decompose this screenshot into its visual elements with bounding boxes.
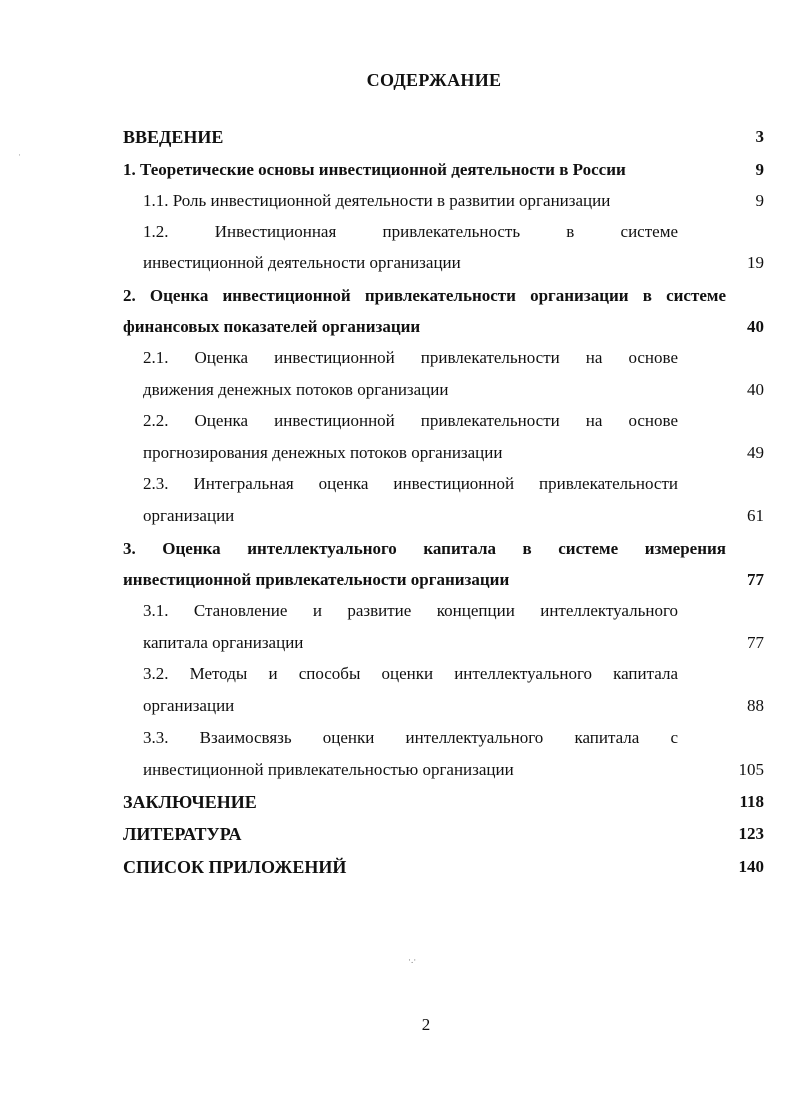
toc-entry-text-line-2: инвестиционной деятельности организации bbox=[143, 253, 461, 272]
toc-entry-text-line-2: организации bbox=[143, 506, 235, 525]
toc-entry-section-1-2-cont[interactable] bbox=[0, 247, 796, 279]
toc-entry-chapter-2[interactable] bbox=[0, 280, 796, 312]
toc-page-number: 123 bbox=[738, 824, 764, 843]
toc-entry-section-3-1[interactable] bbox=[0, 595, 796, 627]
toc-entry-text-line-2: прогнозирования денежных потоков организации bbox=[143, 443, 503, 462]
toc-entry-section-3-2[interactable] bbox=[0, 658, 796, 690]
toc-entry-section-2-1[interactable] bbox=[0, 342, 796, 374]
toc-entry-text-line-2: организации bbox=[143, 696, 235, 715]
toc-entry-text: 1. Теоретические основы инвестиционной деятельности в России bbox=[123, 160, 626, 179]
toc-page-number: 9 bbox=[755, 191, 764, 210]
toc-entry-text-line-2: инвестиционной привлекательности организации bbox=[123, 570, 510, 589]
toc-page-number: 40 bbox=[747, 317, 764, 336]
toc-entry-section-1-1[interactable] bbox=[0, 185, 796, 217]
toc-entry-conclusion[interactable] bbox=[0, 786, 796, 818]
toc-entry-text-line-1: 3.3. Взаимосвязь оценки интеллектуального капитала с bbox=[143, 728, 678, 747]
toc-entry-section-3-3-cont[interactable] bbox=[0, 754, 796, 786]
toc-page-number: 88 bbox=[747, 696, 764, 715]
toc-page-number: 140 bbox=[738, 857, 764, 876]
toc-entry-text: 1.1. Роль инвестиционной деятельности в развитии организации bbox=[143, 191, 611, 210]
toc-page-number: 77 bbox=[747, 570, 764, 589]
toc-page-number: 61 bbox=[747, 506, 764, 525]
toc-entry-section-3-3[interactable] bbox=[0, 722, 796, 754]
toc-entry-text-line-1: 2.3. Интегральная оценка инвестиционной привлекательности bbox=[143, 474, 678, 493]
toc-entry-text: ЛИТЕРАТУРА bbox=[123, 824, 242, 844]
toc-entry-section-3-1-cont[interactable] bbox=[0, 627, 796, 659]
toc-entry-text-line-1: 3.2. Методы и способы оценки интеллектуального капитала bbox=[143, 664, 678, 683]
toc-page-number: 77 bbox=[747, 633, 764, 652]
toc-entry-section-3-2-cont[interactable] bbox=[0, 690, 796, 722]
toc-entry-text-line-2: движения денежных потоков организации bbox=[143, 380, 449, 399]
toc-entry-text-line-1: 3. Оценка интеллектуального капитала в системе измерения bbox=[123, 539, 726, 558]
toc-entry-text-line-2: капитала организации bbox=[143, 633, 304, 652]
toc-entry-text-line-1: 2.2. Оценка инвестиционной привлекательности на основе bbox=[143, 411, 678, 430]
toc-entry-text-line-1: 1.2. Инвестиционная привлекательность в системе bbox=[143, 222, 678, 241]
toc-entry-section-2-2[interactable] bbox=[0, 405, 796, 437]
page-title: СОДЕРЖАНИЕ bbox=[366, 70, 502, 90]
toc-entry-text-line-1: 2. Оценка инвестиционной привлекательности организации в системе bbox=[123, 286, 726, 305]
toc-entry-section-1-2[interactable] bbox=[0, 216, 796, 248]
toc-entry-text-line-2: инвестиционной привлекательностью организации bbox=[143, 760, 514, 779]
toc-entry-text-line-2: финансовых показателей организации bbox=[123, 317, 421, 336]
toc-entry-chapter-3[interactable] bbox=[0, 533, 796, 565]
toc-entry-text-line-1: 3.1. Становление и развитие концепции интеллектуального bbox=[143, 601, 678, 620]
toc-entry-section-2-2-cont[interactable] bbox=[0, 437, 796, 469]
toc-entry-chapter-1[interactable] bbox=[0, 154, 796, 186]
toc-entry-section-2-3[interactable] bbox=[0, 468, 796, 500]
scan-speck: ·.· bbox=[408, 955, 417, 965]
toc-entry-text: ВВЕДЕНИЕ bbox=[123, 127, 224, 147]
toc-entry-chapter-3-cont[interactable] bbox=[0, 564, 796, 596]
toc-entry-section-2-1-cont[interactable] bbox=[0, 374, 796, 406]
toc-page-number: 3 bbox=[755, 127, 764, 146]
toc-entry-appendices[interactable] bbox=[0, 851, 796, 883]
toc-page-number: 9 bbox=[755, 160, 764, 179]
toc-entry-section-2-3-cont[interactable] bbox=[0, 500, 796, 532]
toc-entry-literature[interactable] bbox=[0, 818, 796, 850]
page-number: 2 bbox=[421, 1015, 431, 1034]
toc-entry-chapter-2-cont[interactable] bbox=[0, 311, 796, 343]
toc-page-number: 49 bbox=[747, 443, 764, 462]
toc-page-number: 19 bbox=[747, 253, 764, 272]
toc-page-number: 105 bbox=[738, 760, 764, 779]
toc-page-number: 118 bbox=[739, 792, 764, 811]
toc-entry-text-line-1: 2.1. Оценка инвестиционной привлекательности на основе bbox=[143, 348, 678, 367]
toc-entry-introduction[interactable] bbox=[0, 121, 796, 153]
toc-entry-text: СПИСОК ПРИЛОЖЕНИЙ bbox=[123, 857, 347, 877]
scan-speck: · bbox=[18, 150, 21, 160]
toc-page-number: 40 bbox=[747, 380, 764, 399]
toc-entry-text: ЗАКЛЮЧЕНИЕ bbox=[123, 792, 257, 812]
